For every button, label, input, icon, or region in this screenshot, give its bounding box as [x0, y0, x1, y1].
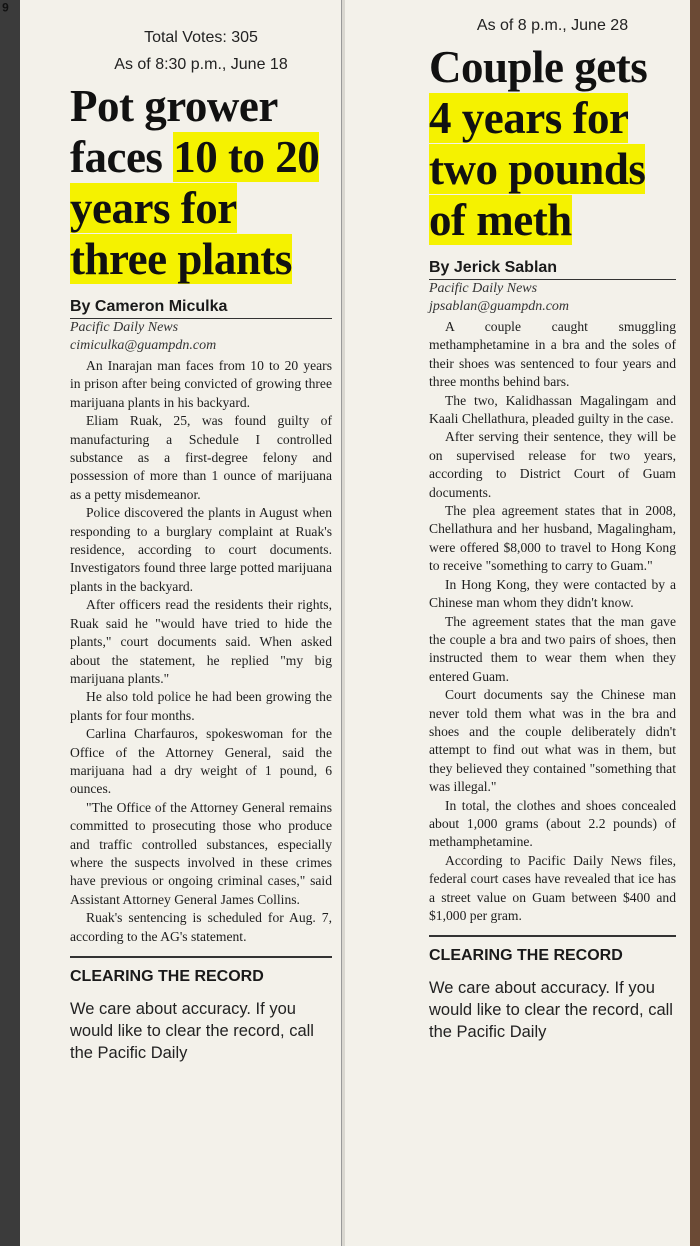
- left-clearing-record-title: CLEARING THE RECORD: [70, 968, 264, 985]
- right-timestamp: As of 8 p.m., June 28: [476, 17, 629, 34]
- vote-timestamp: As of 8:30 p.m., June 18: [114, 56, 288, 73]
- right-paragraph: Court documents say the Chinese man never told them what was in the bra and shoes and the couple deliberately didn't attempt to find out what was in them, but they believed they contained "something that was illegal.": [429, 687, 676, 795]
- right-publication: Pacific Daily News: [429, 281, 538, 296]
- left-publication: Pacific Daily News: [70, 320, 179, 335]
- right-paragraph: The agreement states that the man gave the couple a bra and two pairs of shoes, then instructed them to wear them when they entered Guam.: [429, 613, 676, 684]
- left-paragraph: Ruak's sentencing is scheduled for Aug. 7, according to the AG's statement.: [70, 910, 332, 944]
- left-paragraph: He also told police he had been growing the plants for four months.: [70, 689, 332, 723]
- left-paragraph: Police discovered the plants in August when responding to a burglary complaint at Ruak's residence, according to court documents. Investigators found three large potted marijuana plants in the backyard.: [70, 505, 332, 594]
- left-paragraph: Carlina Charfauros, spokeswoman for the Office of the Attorney General, said the marijuana had a dry weight of 1 pound, 6 ounces.: [70, 726, 332, 797]
- right-paragraph: In total, the clothes and shoes concealed about 1,000 grams (about 2.2 pounds) of methamphetamine.: [429, 797, 676, 850]
- background-edge: [690, 0, 700, 1246]
- left-clearing-record-text: We care about accuracy. If you would like to clear the record, call the Pacific Daily: [70, 1000, 314, 1062]
- left-email: cimiculka@guampdn.com: [70, 338, 217, 353]
- right-paragraph: A couple caught smuggling methamphetamine in a bra and the soles of their shoes was sentenced to four years and three months behind bars.: [429, 319, 676, 390]
- left-byline: By Cameron Miculka: [70, 297, 332, 319]
- right-clearing-record-title: CLEARING THE RECORD: [429, 947, 623, 965]
- right-paragraph: According to Pacific Daily News files, federal court cases have revealed that ice has a street value on Guam between $400 and $1,000 per gram.: [429, 852, 676, 923]
- right-article-body: [429, 318, 676, 925]
- right-paragraph: The plea agreement states that in 2008, Chellathura and her husband, Magalingham, were offered $8,000 to travel to Hong Kong to receive "something to carry to Guam.": [429, 503, 676, 574]
- left-paragraph: An Inarajan man faces from 10 to 20 years in prison after being convicted of growing three marijuana plants in his backyard.: [70, 358, 332, 410]
- right-byline: By Jerick Sablan: [429, 258, 676, 280]
- page-edge-number: 6: [2, 0, 9, 14]
- left-section-rule: [70, 956, 332, 958]
- right-headline: [429, 42, 676, 246]
- right-paragraph: The two, Kalidhassan Magalingam and Kaali Chellathura, pleaded guilty in the case.: [429, 392, 676, 427]
- left-paragraph: Eliam Ruak, 25, was found guilty of manufacturing a Schedule I controlled substance as a first-degree felony and possession of more than 1 ounce of marijuana as a petty misdemeanor.: [70, 413, 332, 502]
- right-headline-plain: Couple gets: [429, 42, 648, 92]
- left-paragraph: "The Office of the Attorney General remains committed to prosecuting those who produce and traffic controlled substances, especially where the suspects involved in these crimes have previous or ongoing criminal cases," said Assistant Attorney General James Collins.: [70, 799, 332, 907]
- vote-total: Total Votes: 305: [144, 29, 258, 46]
- left-headline-highlight: 10 to 20 years for three plants: [70, 132, 320, 284]
- right-paragraph: After serving their sentence, they will be on supervised release for two years, according to District Court of Guam documents.: [429, 429, 676, 500]
- left-article-body: [70, 357, 332, 946]
- right-paragraph: In Hong Kong, they were contacted by a Chinese man whom they didn't know.: [429, 576, 676, 611]
- right-section-rule: [429, 935, 676, 937]
- left-headline-plain: Pot grower faces: [70, 81, 278, 182]
- left-article-clipping: [20, 0, 342, 1246]
- right-email: jpsablan@guampdn.com: [429, 299, 570, 314]
- right-article-clipping: [345, 0, 690, 1246]
- right-headline-highlight: 4 years for two pounds of meth: [429, 93, 646, 245]
- left-headline: [70, 81, 332, 285]
- right-clearing-record-text: We care about accuracy. If you would like to clear the record, call the Pacific Daily: [429, 979, 673, 1042]
- left-paragraph: After officers read the residents their rights, Ruak said he "would have tried to hide the plants," court documents said. When asked about the statement, he replied "my big marijuana plants.": [70, 597, 332, 686]
